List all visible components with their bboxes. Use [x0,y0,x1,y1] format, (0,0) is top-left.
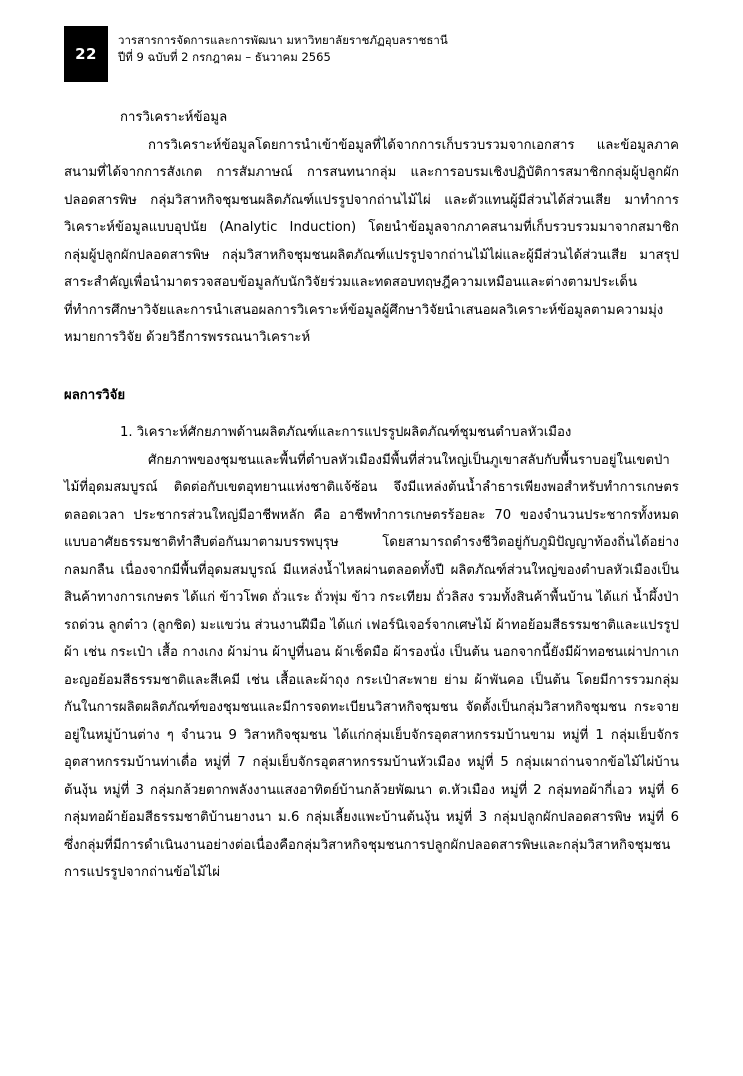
results-spacer [64,409,679,419]
results-heading: ผลการวิจัย [64,387,126,403]
journal-issue: ปีที่ 9 ฉบับที่ 2 กรกฎาคม – ธันวาคม 2565 [118,50,331,64]
page-header [0,26,743,82]
analysis-heading: การวิเคราะห์ข้อมูล [120,110,228,125]
page-content [64,104,679,887]
section-spacer [64,352,679,382]
journal-info [118,32,678,66]
result-paragraph-1: ศักยภาพของชุมชนและพื้นที่ตำบลหัวเมืองมีพื้นที่ส่วนใหญ่เป็นภูเขาสลับกับพื้นราบอยู่ในเขตป่าไม้ที่อุดมสมบูรณ์ ติดต่อกับเขตอุทยานแห่งชาติแจ้ซ้อน จึงมีแหล่งต้นน้ำลำธารเพียงพอสำหรับทำการเกษตร ตลอดเวลา ประชากรส่วนใหญ่มีอาชีพหลัก คือ อาชีพทำการเกษตรร้อยละ 70 ของจำนวนประชากรทั้งหมด แบบอาศัยธรรมชาติทำสืบต่อกันมาตามบรรพบุรุษ โดยสามารถดำรงชีวิตอยู่กับภูมิปัญญาท้องถิ่นได้อย่างกลมกลืน เนื่องจากมีพื้นที่อุดมสมบูรณ์ มีแหล่งน้ำไหลผ่านตลอดทั้งปี ผลิตภัณฑ์ส่วนใหญ่ของตำบลหัวเมืองเป็นสินค้าทางการเกษตร ได้แก่ ข้าวโพด ถั่วแระ ถั่วพุ่ม ข้าว กระเทียม ถั่วลิสง รวมทั้งสินค้าพื้นบ้าน ได้แก่ น้ำผึ้งป่า รถด่วน ลูกต๋าว (ลูกชิด) มะแขว่น ส่วนงานฝีมือ ได้แก่ เฟอร์นิเจอร์จากเศษไม้ ผ้าทอย้อมสีธรรมชาติและแปรรูปผ้า เช่น กระเป๋า เสื้อ กางเกง ผ้าม่าน ผ้าปูที่นอน ผ้าเช็ดมือ ผ้ารองนั่ง เป็นต้น นอกจากนี้ยังมีผ้าทอชนเผ่าปกาเกอะญอย้อมสีธรรมชาติและสีเคมี เช่น เสื้อและผ้าถุง กระเป๋าสะพาย ย่าม ผ้าพันคอ เป็นต้น โดยมีการรวมกลุ่มกันในการผลิตผลิตภัณฑ์ของชุมชนและมีการจดทะเบียนวิสาหกิจชุมชน จัดตั้งเป็นกลุ่มวิสาหกิจชุมชน กระจายอยู่ในหมู่บ้านต่าง ๆ จำนวน 9 วิสาหกิจชุมชน ได้แก่กลุ่มเย็บจักรอุตสาหกรรมบ้านขาม หมู่ที่ 1 กลุ่มเย็บจักรอุตสาหกรรมบ้านท่าเดื่อ หมู่ที่ 7 กลุ่มเย็บจักรอุตสาหกรรมบ้านหัวเมือง หมู่ที่ 5 กลุ่มเผาถ่านจากข้อไม้ไผ่บ้านต้นงุ้น หมู่ที่ 3 กลุ่มกล้วยตากพลังงานแสงอาทิตย์บ้านกล้วยพัฒนา ต.หัวเมือง หมู่ที่ 2 กลุ่มทอผ้ากี่เอว หมู่ที่ 6 กลุ่มทอผ้าย้อมสีธรรมชาติบ้านยางนา ม.6 กลุ่มเลี้ยงแพะบ้านต้นงุ้น หมู่ที่ 3 กลุ่มปลูกผักปลอดสารพิษ หมู่ที่ 6 ซึ่งกลุ่มที่มีการดำเนินงานอย่างต่อเนื่องคือกลุ่มวิสาหกิจชุมชนการปลูกผักปลอดสารพิษและกลุ่มวิสาหกิจชุมชนการแปรรูปจากถ่านข้อไม้ไผ่ [64,452,679,880]
journal-title: วารสารการจัดการและการพัฒนา มหาวิทยาลัยราชภัฏอุบลราชธานี [118,33,448,47]
result-item-1: 1. วิเคราะห์ศักยภาพด้านผลิตภัณฑ์และการแปรรูปผลิตภัณฑ์ชุมชนตำบลหัวเมือง [120,425,572,440]
analysis-paragraph: การวิเคราะห์ข้อมูลโดยการนำเข้าข้อมูลที่ได้จากการเก็บรวบรวมจากเอกสาร และข้อมูลภาคสนามที่ได้จากการสังเกต การสัมภาษณ์ การสนทนากลุ่ม และการอบรมเชิงปฏิบัติการสมาชิกกลุ่มผู้ปลูกผักปลอดสารพิษ กลุ่มวิสาหกิจชุมชนผลิตภัณฑ์แปรรูปจากถ่านไม้ไผ่ และตัวแทนผู้มีส่วนได้ส่วนเสีย มาทำการวิเคราะห์ข้อมูลแบบอุปนัย (Analytic Induction) โดยนำข้อมูลจากภาคสนามที่เก็บรวบรวมมาจากสมาชิกกลุ่มผู้ปลูกผักปลอดสารพิษ กลุ่มวิสาหกิจชุมชนผลิตภัณฑ์แปรรูปจากถ่านไม้ไผ่และผู้มีส่วนได้ส่วนเสีย มาสรุปสาระสำคัญเพื่อนำมาตรวจสอบข้อมูลกับนักวิจัยร่วมและทดสอบทฤษฎีความเหมือนและต่างตามประเด็นที่ทำการศึกษาวิจัยและการนำเสนอผลการวิเคราะห์ข้อมูลผู้ศึกษาวิจัยนำเสนอผลวิเคราะห์ข้อมูลตามความมุ่งหมายการวิจัย ด้วยวิธีการพรรณนาวิเคราะห์ [64,137,679,345]
page-number: 22 [64,26,108,82]
